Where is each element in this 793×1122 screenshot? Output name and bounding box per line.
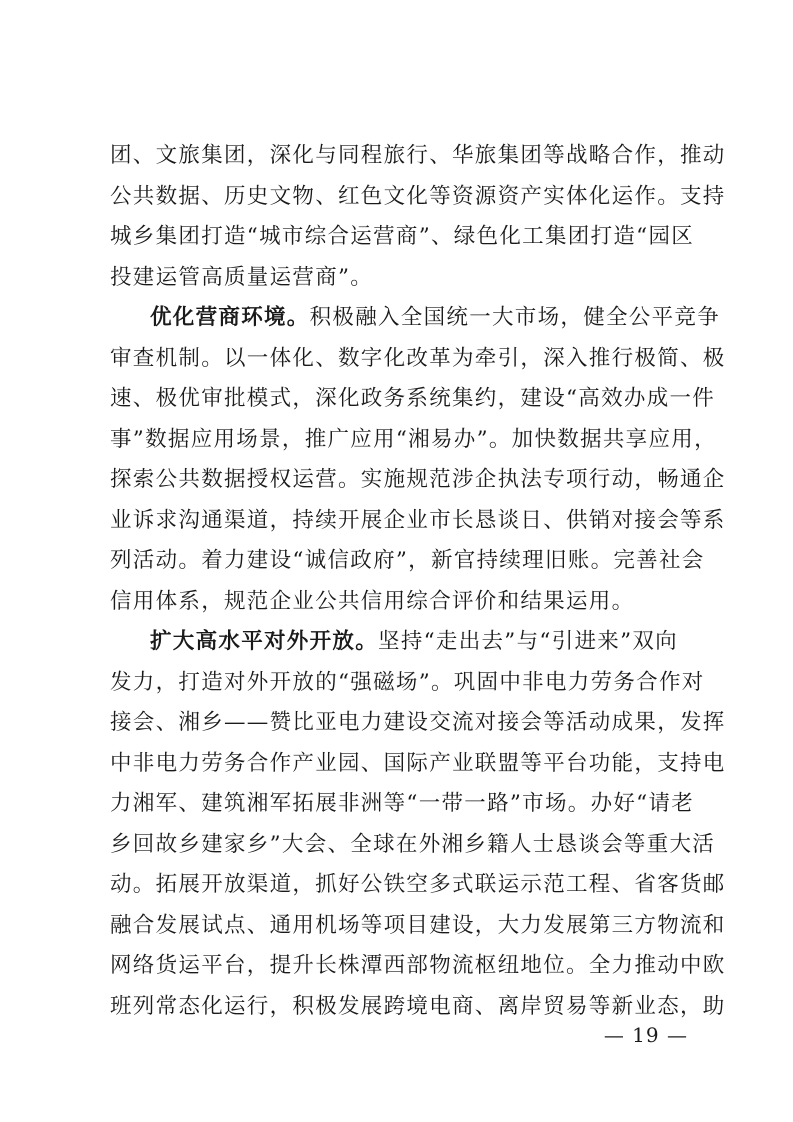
- text-line: 速、极优审批模式，深化政务系统集约，建设“高效办成一件: [110, 386, 716, 411]
- text-line: 网络货运平台，提升长株潭西部物流枢纽地位。全力推动中欧: [110, 953, 726, 978]
- text-line: 投建运管高质量运营商”。: [110, 264, 374, 290]
- paragraph-first-line: [110, 622, 688, 663]
- text-line: 发力，打造对外开放的“强磁场”。巩固中非电力劳务合作对: [110, 669, 705, 695]
- text-line: 班列常态化运行，积极发展跨境电商、离岸贸易等新业态，助: [110, 993, 726, 1019]
- text-line: 业诉求沟通渠道，持续开展企业市长恳谈日、供销对接会等系: [110, 507, 726, 533]
- text-line: 融合发展试点、通用机场等项目建设，大力发展第三方物流和: [110, 912, 726, 938]
- section-heading: 扩大高水平对外开放。: [150, 629, 379, 654]
- text-line: 探索公共数据授权运营。实施规范涉企执法专项行动，畅通企: [110, 467, 726, 492]
- paragraph-2: [110, 298, 726, 622]
- page-number: — 19 —: [603, 1023, 688, 1047]
- text-line: 审查机制。以一体化、数字化改革为牵引，深入推行极简、极: [110, 345, 726, 371]
- paragraph-1: [110, 136, 726, 298]
- text-line: 信用体系，规范企业公共信用综合评价和结果运用。: [110, 588, 635, 614]
- text-line: 接会、湘乡——赞比亚电力建设交流对接会等活动成果，发挥: [110, 710, 726, 735]
- text-line: 动。拓展开放渠道，抓好公铁空多式联运示范工程、省客货邮: [110, 872, 726, 897]
- text-line: 团、文旅集团，深化与同程旅行、华旅集团等战略合作，推动: [110, 143, 726, 168]
- text-line: 列活动。着力建设“诚信政府”，新官持续理旧账。完善社会: [110, 548, 705, 573]
- text-line: 事”数据应用场景，推广应用“湘易办”。加快数据共享应用，: [110, 426, 717, 452]
- body-text: [110, 136, 726, 1027]
- text-line: 力湘军、建筑湘军拓展非洲等“一带一路”市场。办好“请老: [110, 791, 695, 816]
- text-line: 城乡集团打造“城市综合运营商”、绿色化工集团打造“园区: [110, 224, 695, 249]
- text-fragment: 坚持“走出去”与“引进来”双向: [378, 629, 678, 654]
- text-fragment: 积极融入全国统一大市场，健全公平竞争: [309, 305, 721, 330]
- text-line: 中非电力劳务合作产业园、国际产业联盟等平台功能，支持电: [110, 750, 726, 776]
- section-heading: 优化营商环境。: [150, 305, 310, 330]
- text-line: 乡回故乡建家乡”大会、全球在外湘乡籍人士恳谈会等重大活: [110, 831, 716, 857]
- text-line: 公共数据、历史文物、红色文化等资源资产实体化运作。支持: [110, 183, 726, 209]
- paragraph-first-line: [110, 298, 721, 339]
- paragraph-3: [110, 622, 726, 1027]
